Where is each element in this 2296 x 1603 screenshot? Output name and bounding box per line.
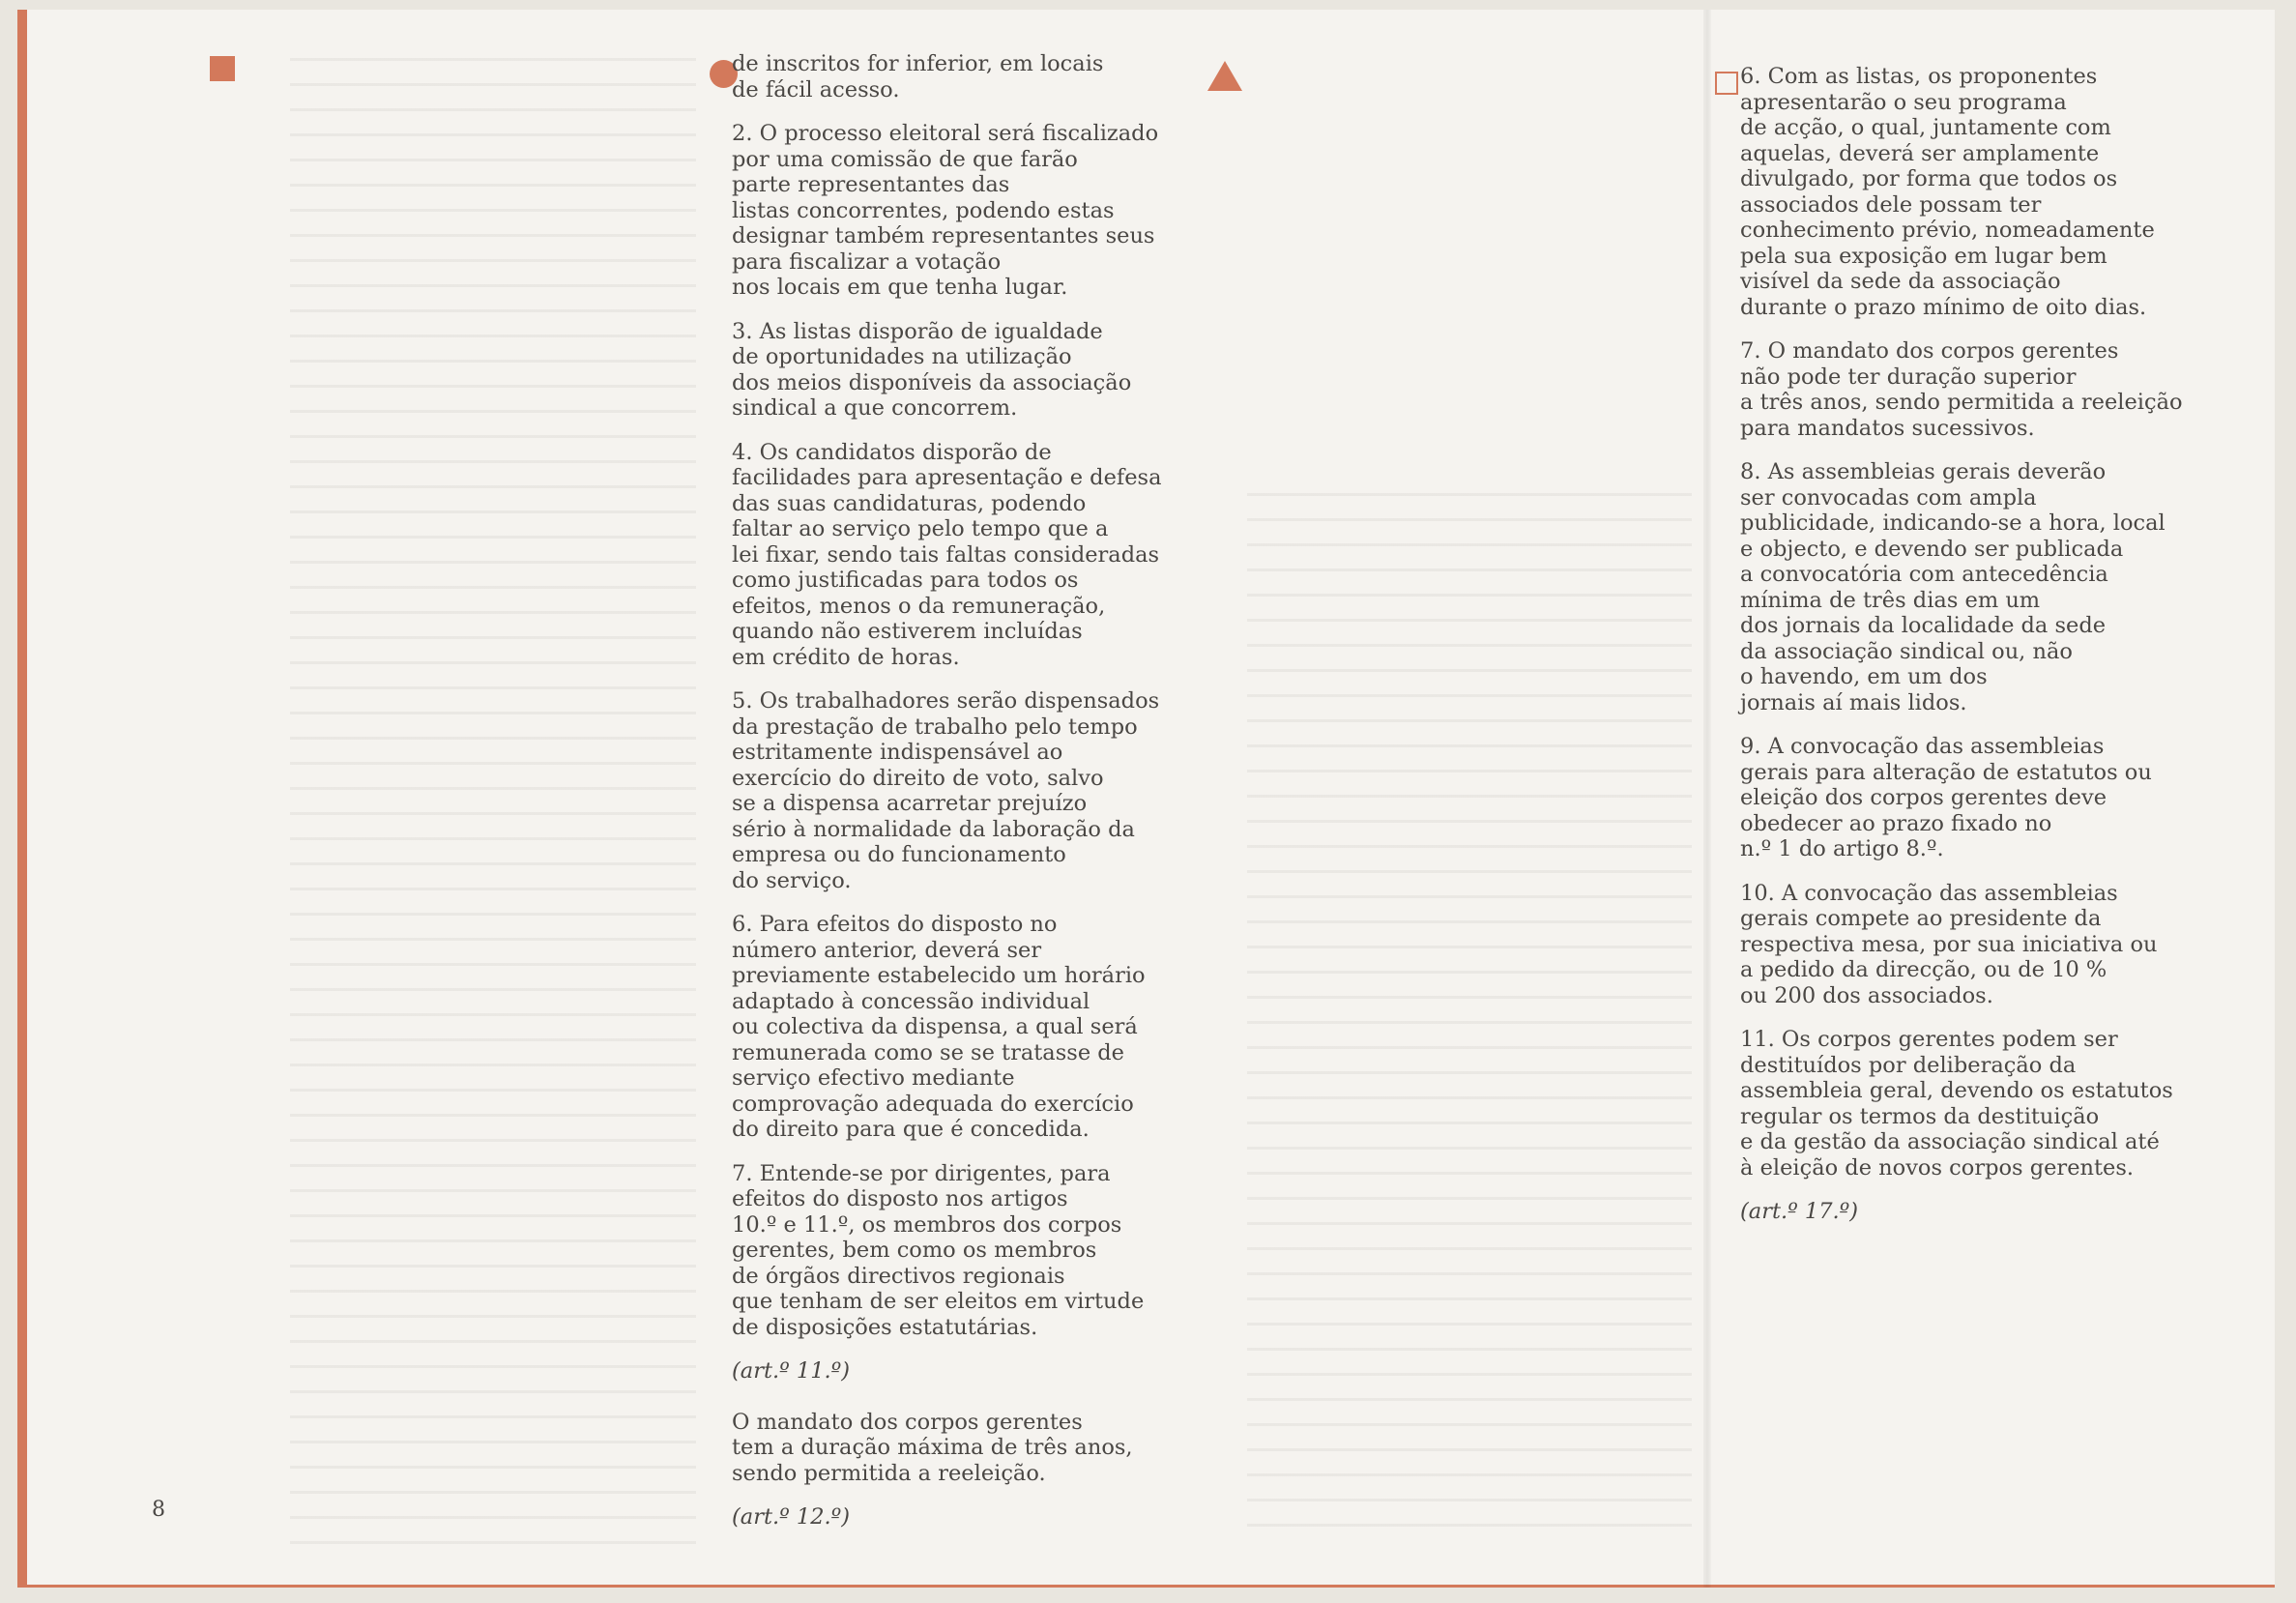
text-column-right: [1740, 64, 2223, 1250]
filled-square-icon: [210, 56, 235, 81]
paragraph-6: 6. Com as listas, os proponentes apresentarão o seu programa de acção, o qual, juntamente com aquelas, deverá ser amplamente divulgado, por forma que todos os associados dele possam ter conhecimento prévio, nomeadamente pela sua exposição em lugar bem visível da sede da associação durante o prazo mínimo de oito dias.: [1740, 64, 2155, 320]
paragraph-7: 7. Entende-se por dirigentes, para efeitos do disposto nos artigos 10.º e 11.º, os membros dos corpos gerentes, bem como os membros de órgãos directivos regionais que tenham de ser eleitos em virtude de disposições estatutárias.: [732, 1160, 1145, 1340]
paragraph-intro: de inscritos for inferior, em locais de fácil acesso.: [732, 51, 1104, 102]
paragraph-6: 6. Para efeitos do disposto no número anterior, deverá ser previamente estabelecido um horário adaptado à concessão individual ou colectiva da dispensa, a qual será remunerada como se se tratasse de serviço efectivo mediante comprovação adequada do exercício do direito para que é concedida.: [732, 912, 1146, 1142]
show-through-left: [290, 58, 696, 1547]
paragraph-7: 7. O mandato dos corpos gerentes não pode ter duração superior a três anos, sendo permitida a reeleição para mandatos sucessivos.: [1740, 338, 2183, 441]
paragraph-4: 4. Os candidatos disporão de facilidades para apresentação e defesa das suas candidaturas, podendo faltar ao serviço pelo tempo que a lei fixar, sendo tais faltas consideradas como justificadas para todos os efeitos, menos o da remuneração, quando não estiverem incluídas em crédito de horas.: [732, 439, 1162, 670]
paragraph-2: 2. O processo eleitoral será fiscalizado por uma comissão de que farão parte representantes das listas concorrentes, podendo estas designar também representantes seus para fiscalizar a votação nos locais em que tenha lugar.: [732, 121, 1159, 300]
paragraph-9: 9. A convocação das assembleias gerais para alteração de estatutos ou eleição dos corpos gerentes deve obedecer ao prazo fixado no n.º 1 do artigo 8.º.: [1740, 734, 2152, 861]
page-fold: [1703, 10, 1711, 1588]
article-reference: (art.º 11.º): [732, 1358, 851, 1384]
paragraph-5: 5. Os trabalhadores serão dispensados da prestação de trabalho pelo tempo estritamente indispensável ao exercício do direito de voto, salvo se a dispensa acarretar prejuízo sério à normalidade da laboração da empresa ou do funcionamento do serviço.: [732, 688, 1160, 893]
outlined-square-icon: [1715, 72, 1738, 95]
article-reference: (art.º 17.º): [1740, 1199, 1859, 1224]
text-column-left: [732, 51, 1215, 1556]
page-number: 8: [152, 1498, 165, 1522]
paragraph-8: 8. As assembleias gerais deverão ser convocadas com ampla publicidade, indicando-se a hora, local e objecto, e devendo ser publicada a convocatória com antecedência mínima de três dias em um dos jornais da localidade da sede da associação sindical ou, não o havendo, em um dos jornais aí mais lidos.: [1740, 459, 2165, 715]
article-reference: (art.º 12.º): [732, 1504, 851, 1530]
paragraph-3: 3. As listas disporão de igualdade de oportunidades na utilização dos meios disponíveis da associação sindical a que concorrem.: [732, 318, 1132, 421]
show-through-right: [1247, 493, 1692, 1537]
paragraph-10: 10. A convocação das assembleias gerais compete ao presidente da respectiva mesa, por sua iniciativa ou a pedido da direcção, ou de 10 % ou 200 dos associados.: [1740, 880, 2158, 1008]
paragraph-mandate: O mandato dos corpos gerentes tem a duração máxima de três anos, sendo permitida a reeleição.: [732, 1409, 1133, 1486]
paragraph-11: 11. Os corpos gerentes podem ser destituídos por deliberação da assembleia geral, devendo os estatutos regular os termos da destituição e da gestão da associação sindical até à eleição de novos corpos gerentes.: [1740, 1027, 2173, 1180]
